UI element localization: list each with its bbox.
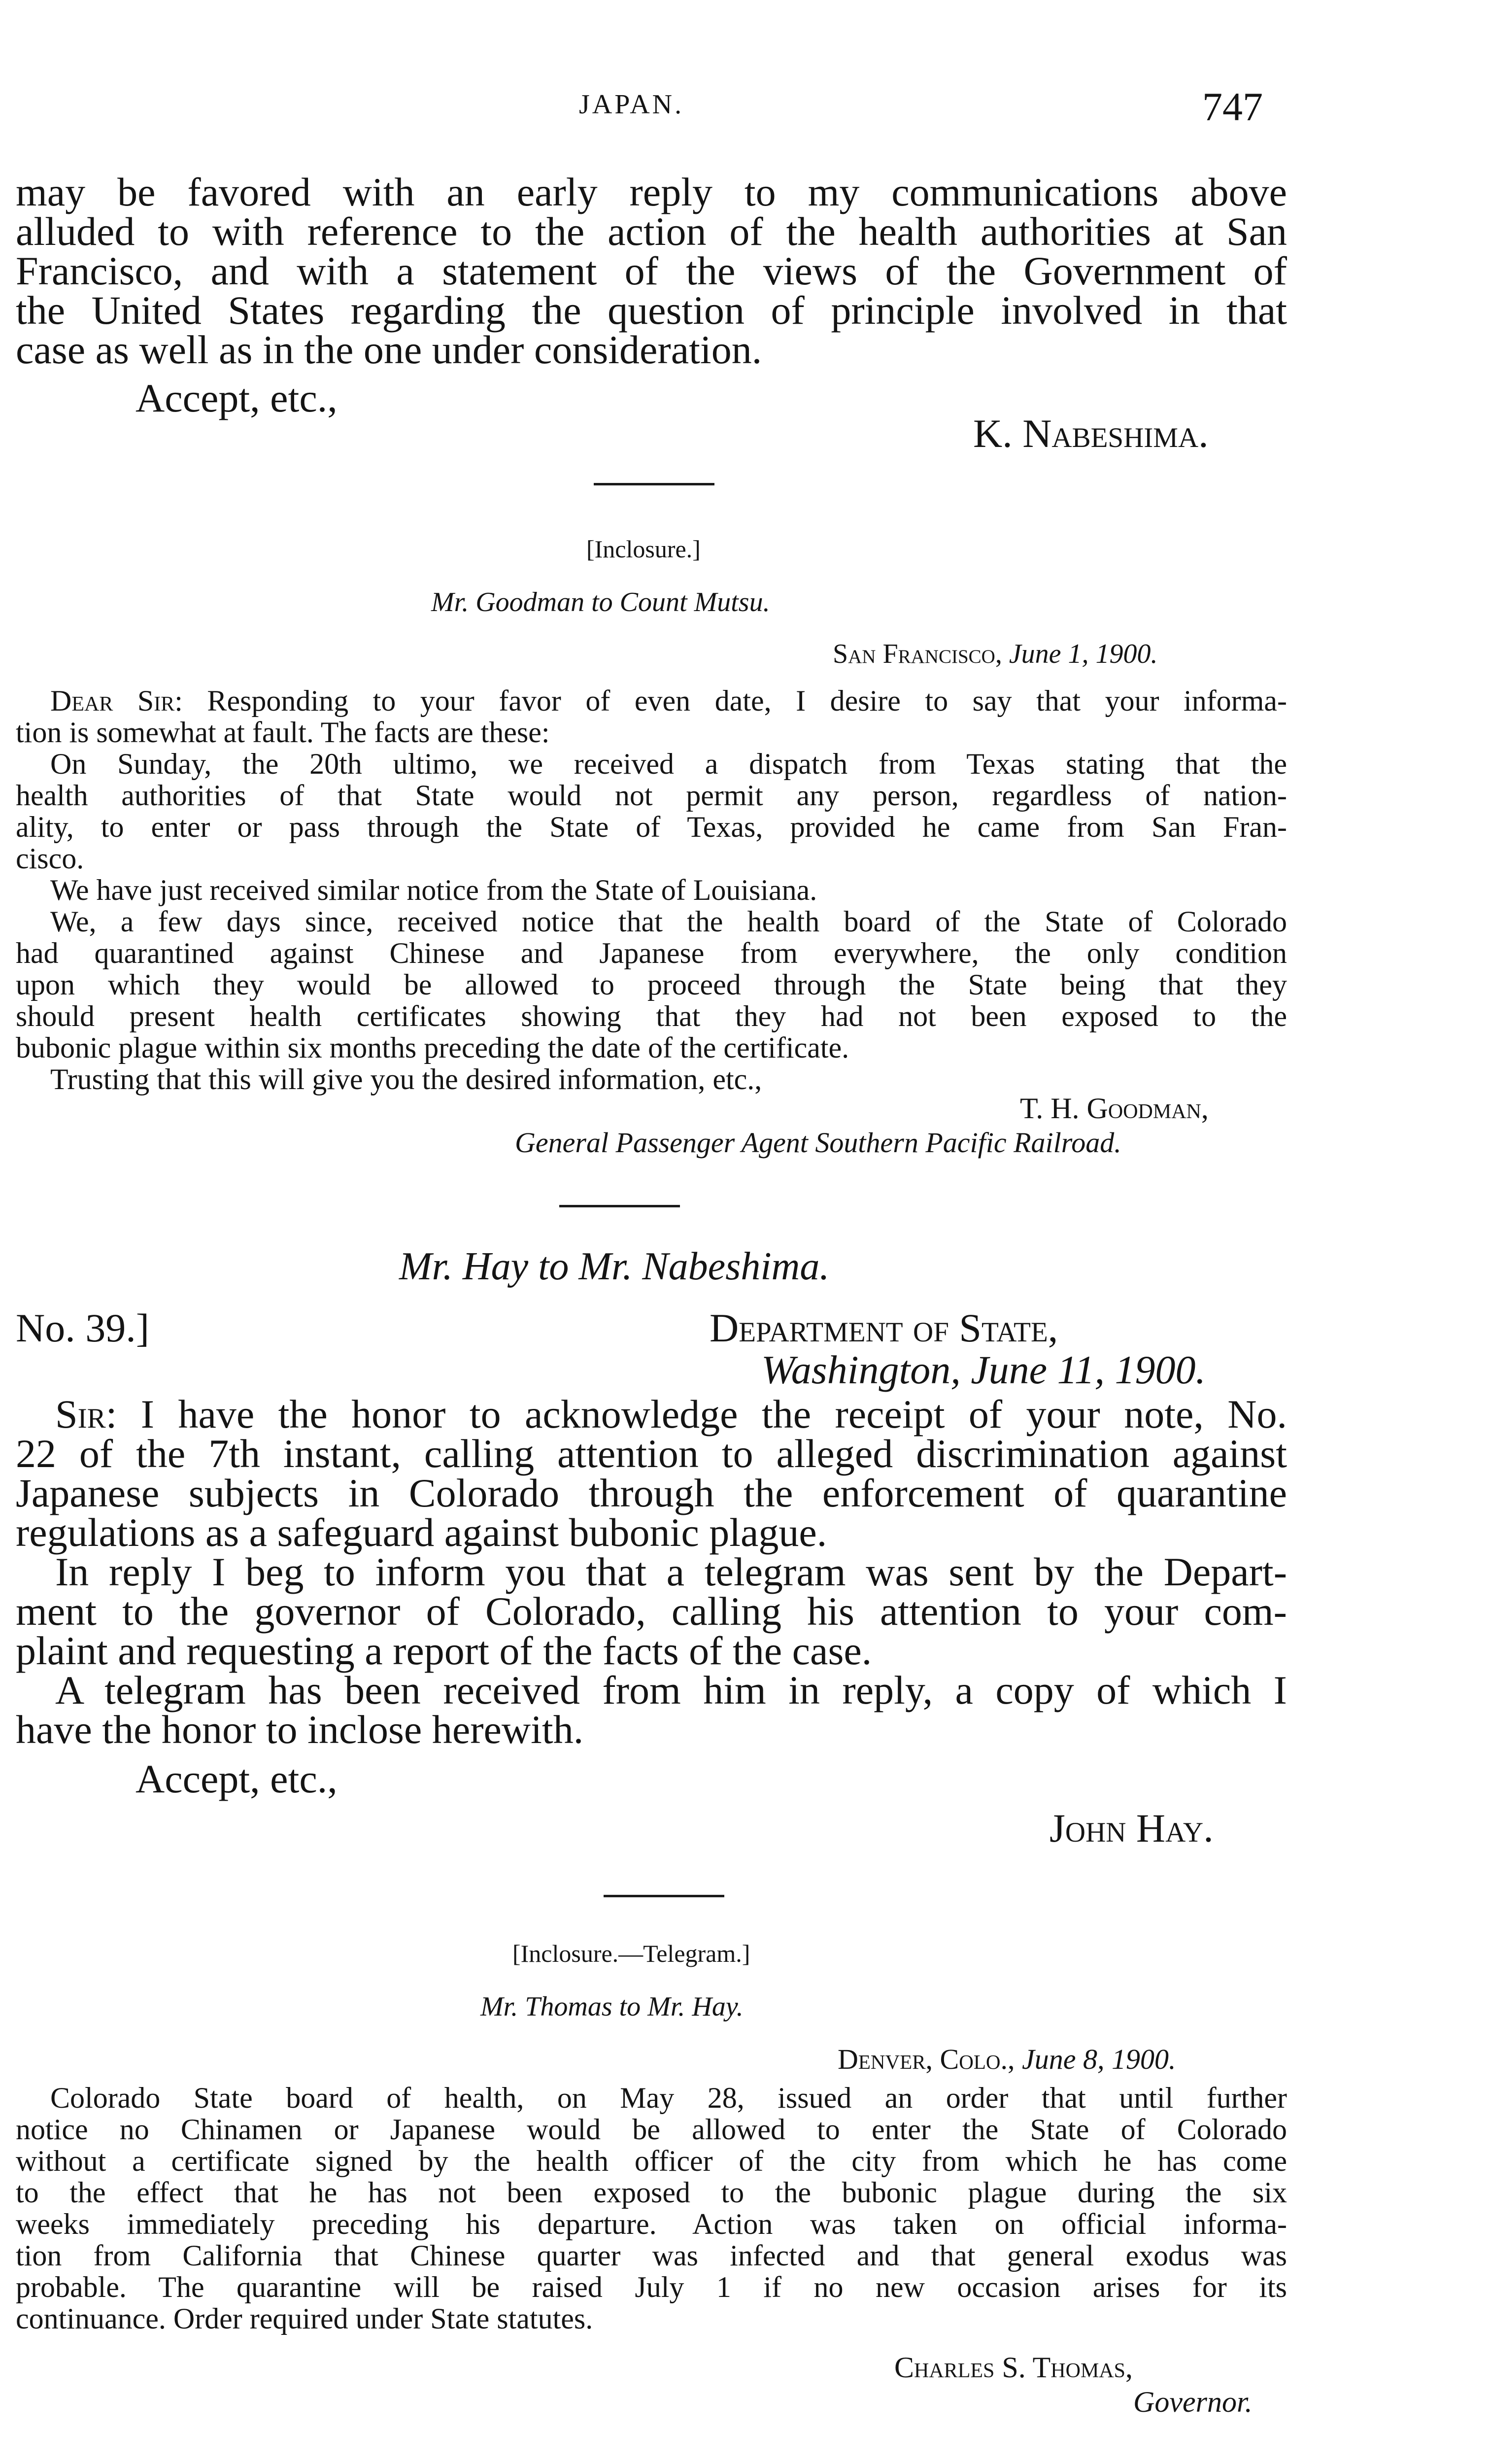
letter1-line: may be favored with an early reply to my communications above xyxy=(16,170,1287,214)
inclosure2-line: continuance. Order required under State statutes. xyxy=(16,2302,593,2335)
inclosure1-line: Dear Sir: Responding to your favor of even date, I desire to say that your informa- xyxy=(50,684,1287,717)
inclosure1-place: San Francisco, xyxy=(833,639,1002,669)
inclosure1-date: June 1, 1900. xyxy=(1009,639,1158,669)
letter2-line: have the honor to inclose herewith. xyxy=(16,1707,584,1752)
letter2-line: ment to the governor of Colorado, calling his attention to your com- xyxy=(16,1589,1287,1634)
inclosure1-title: Mr. Goodman to Count Mutsu. xyxy=(431,587,770,617)
inclosure1-line: upon which they would be allowed to proceed through the State being that they xyxy=(16,968,1287,1001)
inclosure1-line: bubonic plague within six months preceding the date of the certificate. xyxy=(16,1031,849,1064)
inclosure2-date: June 8, 1900. xyxy=(1022,2043,1176,2075)
letter2-number: No. 39.] xyxy=(16,1305,150,1350)
letter2-line: A telegram has been received from him in reply, a copy of which I xyxy=(55,1668,1287,1712)
inclosure2-signature-title: Governor. xyxy=(1133,2386,1253,2418)
inclosure1-line: health authorities of that State would not permit any person, regardless of nation- xyxy=(16,779,1287,812)
section-divider xyxy=(594,483,714,485)
inclosure1-line: had quarantined against Chinese and Japanese from everywhere, the only condition xyxy=(16,937,1287,969)
letter2-department: Department of State, xyxy=(710,1305,1058,1350)
inclosure1-line: ality, to enter or pass through the State of Texas, provided he came from San Fran- xyxy=(16,811,1287,843)
letter2-line: Japanese subjects in Colorado through the enforcement of quarantine xyxy=(16,1471,1287,1515)
inclosure2-line: without a certificate signed by the health officer of the city from which he has come xyxy=(16,2145,1287,2177)
inclosure2-line: Colorado State board of health, on May 28, issued an order that until further xyxy=(50,2082,1287,2114)
inclosure2-label: [Inclosure.—Telegram.] xyxy=(512,1940,750,1967)
letter1-line: the United States regarding the question of principle involved in that xyxy=(16,288,1287,333)
letter2-line: Sir: I have the honor to acknowledge the receipt of your note, No. xyxy=(55,1392,1287,1437)
letter1-closing: Accept, etc., xyxy=(135,376,338,420)
inclosure2-line: probable. The quarantine will be raised July 1 if no new occasion arises for its xyxy=(16,2271,1287,2303)
inclosure2-place-date xyxy=(838,2043,1176,2076)
letter1-line: Francisco, and with a statement of the views of the Government of xyxy=(16,248,1287,293)
inclosure1-line: Trusting that this will give you the desired information, etc., xyxy=(50,1063,762,1095)
letter2-line: plaint and requesting a report of the facts of the case. xyxy=(16,1628,872,1673)
inclosure1-place-date xyxy=(833,638,1158,670)
letter1-line: alluded to with reference to the action of the health authorities at San xyxy=(16,209,1287,254)
section-divider xyxy=(604,1895,724,1897)
letter2-place-date: Washington, June 11, 1900. xyxy=(761,1347,1206,1392)
inclosure2-line: notice no Chinamen or Japanese would be allowed to enter the State of Colorado xyxy=(16,2113,1287,2146)
letter2-line: In reply I beg to inform you that a telegram was sent by the Depart- xyxy=(55,1549,1287,1594)
letter2-line: 22 of the 7th instant, calling attention to alleged discrimination against xyxy=(16,1431,1287,1476)
inclosure2-line: weeks immediately preceding his departure. Action was taken on official informa- xyxy=(16,2208,1287,2240)
inclosure1-line: On Sunday, the 20th ultimo, we received a dispatch from Texas stating that the xyxy=(50,748,1287,780)
inclosure2-line: to the effect that he has not been exposed to the bubonic plague during the six xyxy=(16,2176,1287,2209)
inclosure1-signature: T. H. Goodman, xyxy=(1020,1092,1209,1125)
page-number: 747 xyxy=(1202,84,1263,129)
letter1-line: case as well as in the one under consideration. xyxy=(16,327,762,372)
inclosure1-line: should present health certificates showing that they had not been exposed to the xyxy=(16,1000,1287,1032)
letter1-signature: K. Nabeshima. xyxy=(973,411,1209,456)
letter2-signature: John Hay. xyxy=(1050,1806,1214,1850)
section-divider xyxy=(559,1205,680,1207)
letter2-title: Mr. Hay to Mr. Nabeshima. xyxy=(399,1245,830,1288)
inclosure2-line: tion from California that Chinese quarter was infected and that general exodus was xyxy=(16,2239,1287,2272)
inclosure1-body xyxy=(16,685,1287,1095)
inclosure1-line: tion is somewhat at fault. The facts are these: xyxy=(16,716,550,749)
inclosure2-place: Denver, Colo., xyxy=(838,2043,1015,2075)
inclosure1-signature-title: General Passenger Agent Southern Pacific Railroad. xyxy=(515,1127,1121,1159)
inclosure1-line: We, a few days since, received notice that the health board of the State of Colorado xyxy=(50,905,1287,938)
letter2-body xyxy=(16,1392,1287,1752)
letter2-line: regulations as a safeguard against bubonic plague. xyxy=(16,1510,827,1555)
inclosure1-salutation: Dear Sir: xyxy=(50,684,183,717)
letter2-salutation: Sir: xyxy=(55,1392,117,1437)
letter1-body xyxy=(16,172,1287,370)
inclosure1-label: [Inclosure.] xyxy=(586,535,701,563)
letter2-closing: Accept, etc., xyxy=(135,1756,338,1801)
inclosure1-line: We have just received similar notice from the State of Louisiana. xyxy=(50,874,817,906)
inclosure2-body xyxy=(16,2082,1287,2334)
inclosure1-line: cisco. xyxy=(16,842,84,875)
inclosure2-signature: Charles S. Thomas, xyxy=(894,2351,1133,2384)
inclosure2-title: Mr. Thomas to Mr. Hay. xyxy=(480,1991,744,2022)
running-header-title: JAPAN. xyxy=(579,89,684,120)
